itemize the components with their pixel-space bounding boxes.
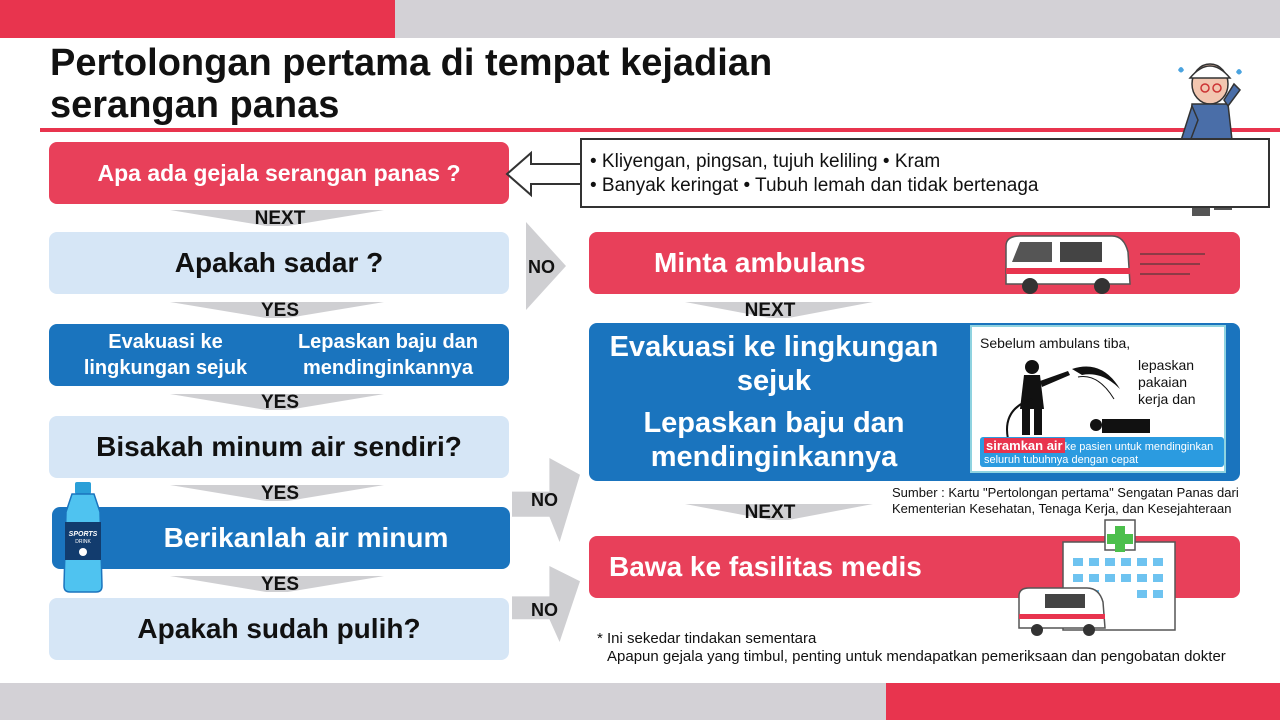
note-line-1: Ini sekedar tindakan sementara <box>607 630 817 647</box>
yes-label: YES <box>260 574 300 595</box>
give-water-step: Berikanlah air minum <box>52 507 510 569</box>
conscious-question: Apakah sadar ? <box>49 232 509 294</box>
bottle-text-sports: SPORTS <box>68 531 98 538</box>
sports-drink-bottle-icon <box>58 482 108 594</box>
top-band-gray <box>395 0 1280 38</box>
next-label: NEXT <box>744 300 796 321</box>
symptoms-line-2: • Banyak keringat • Tubuh lemah dan tidak bertenaga <box>590 175 1039 196</box>
next-label: NEXT <box>744 502 796 523</box>
no-label: NO <box>531 490 558 510</box>
top-band-red <box>0 0 395 38</box>
symptoms-line-1: • Kliyengan, pingsan, tujuh keliling • Kram <box>590 151 941 172</box>
spray-water-rest: ke pasien untuk mendinginkan seluruh tubuhnya dengan cepat <box>984 441 1214 466</box>
cooling-person-icon <box>1002 359 1152 441</box>
inset-before-text: Sebelum ambulans tiba, <box>980 335 1131 351</box>
inset-caption <box>980 437 1224 467</box>
symptoms-list <box>580 138 1270 208</box>
evacuate-text: Evakuasi ke lingkungan sejuk <box>83 331 248 379</box>
drink-water-question: Bisakah minum air sendiri? <box>49 416 509 478</box>
bottle-text-drink: DRINK <box>75 539 91 545</box>
bottom-band-gray <box>0 683 886 720</box>
call-ambulance-step: Minta ambulans <box>589 232 1240 294</box>
bottom-band-red <box>886 683 1280 720</box>
disclaimer-note <box>597 630 1277 666</box>
no-label: NO <box>531 600 558 620</box>
yes-label: YES <box>260 300 300 321</box>
yes-label: YES <box>260 392 300 413</box>
no-label: NO <box>528 257 555 277</box>
source-citation: Sumber : Kartu "Pertolongan pertama" Sengatan Panas dari Kementerian Kesehatan, Tenaga Kerja, dan Kesejahteraan <box>892 485 1239 516</box>
page-title: Pertolongan pertama di tempat kejadian serangan panas <box>50 42 773 126</box>
hospital-icon <box>1015 516 1185 638</box>
spray-water-highlight: siramkan air <box>986 438 1063 453</box>
left-pointing-arrow-icon <box>505 150 585 198</box>
note-mark: * <box>597 630 603 647</box>
bring-to-medical-facility-step: Bawa ke fasilitas medis <box>589 536 1240 598</box>
note-line-2: Apapun gejala yang timbul, penting untuk mendapatkan pemeriksaan dan pengobatan dokter <box>607 648 1226 665</box>
title-underline <box>40 128 1280 132</box>
evacuate-text: Evakuasi ke lingkungan sejuk <box>609 331 939 397</box>
undress-text: Lepaskan baju dan mendinginkannya <box>297 331 479 379</box>
evacuate-undress-step <box>49 324 509 386</box>
cooling-instruction-inset <box>970 325 1226 473</box>
undress-text: Lepaskan baju dan mendinginkannya <box>643 407 905 473</box>
ambulance-icon <box>1000 232 1210 296</box>
inset-remove-text: lepaskan pakaian kerja dan <box>1138 357 1196 407</box>
heatstroke-symptom-question: Apa ada gejala serangan panas ? <box>49 142 509 204</box>
next-label: NEXT <box>254 208 306 229</box>
recovered-question: Apakah sudah pulih? <box>49 598 509 660</box>
yes-label: YES <box>260 483 300 504</box>
